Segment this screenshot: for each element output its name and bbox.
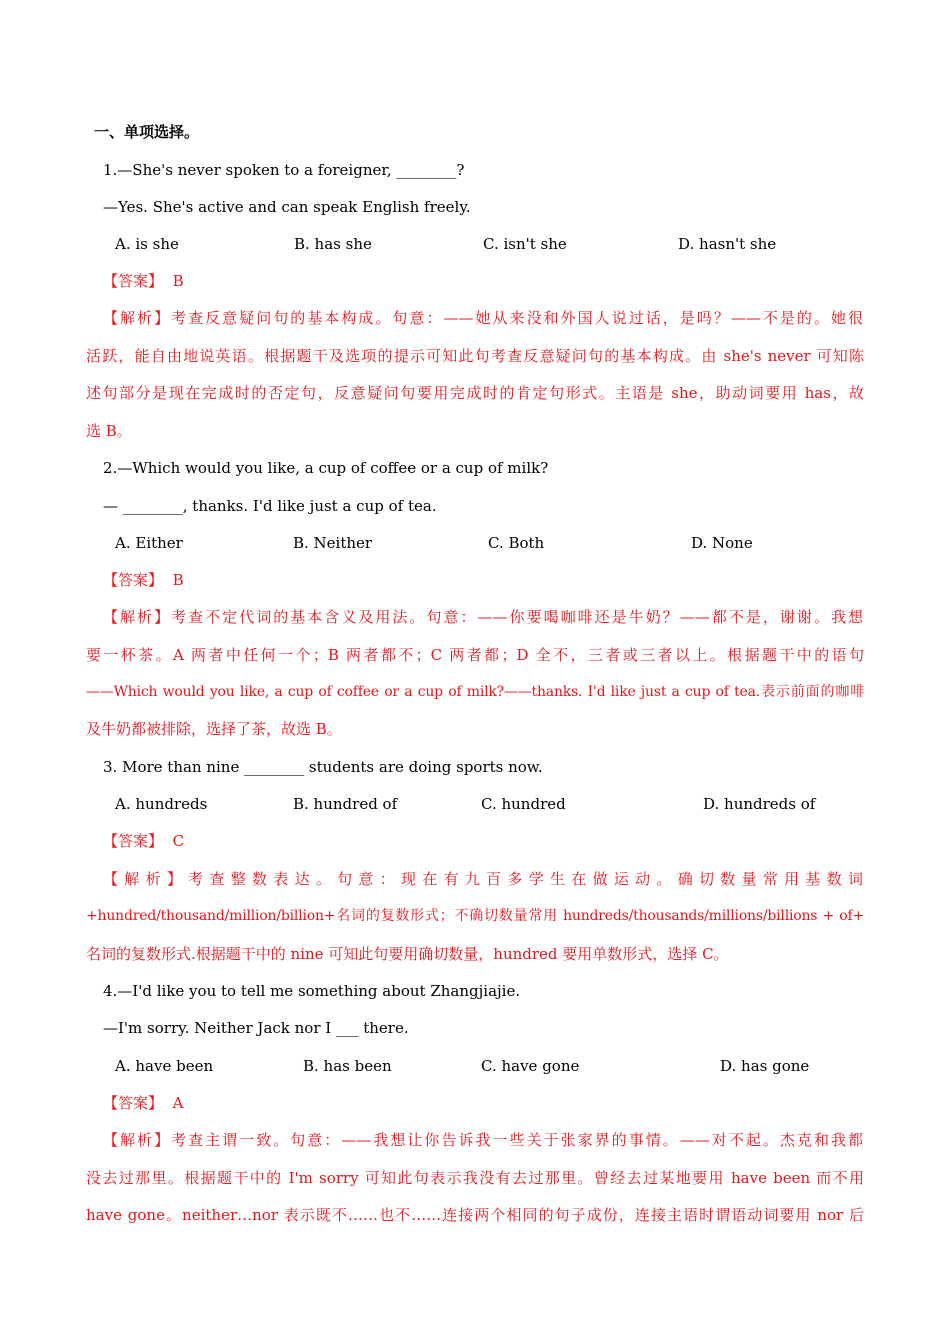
question-2-option-a: A. Either (115, 534, 183, 552)
question-4-option-b: B. has been (303, 1057, 392, 1075)
question-3-analysis-line-1: 【解析】考查整数表达。句意：现在有九百多学生在做运动。确切数量常用基数词 (103, 870, 863, 888)
question-4-option-a: A. have been (115, 1057, 214, 1075)
question-4-analysis-line-1: 【解析】考查主谓一致。句意：——我想让你告诉我一些关于张家界的事情。——对不起。杰克和我都 (103, 1131, 863, 1149)
question-2-analysis-line-3: ——Which would you like, a cup of coffee or a cup of milk?——thanks. I'd like just a cup of tea.表示前面的咖啡 (86, 684, 864, 700)
question-2-analysis-line-2: 要一杯茶。A 两者中任何一个；B 两者都不；C 两者都；D 全不，三者或三者以上。根据题干中的语句 (86, 646, 864, 664)
answer-label: 【答案】 (103, 272, 164, 290)
question-3-answer (103, 831, 184, 851)
question-1-option-c: C. isn't she (483, 235, 567, 253)
answer-label: 【答案】 (103, 832, 164, 850)
question-1-stem-line-1: 1.—She's never spoken to a foreigner, ________? (103, 161, 465, 179)
question-3-option-c: C. hundred (481, 795, 566, 813)
question-4-analysis-line-2: 没去过那里。根据题干中的 I'm sorry 可知此句表示我没有去过那里。曾经去过某地要用 have been 而不用 (86, 1169, 864, 1187)
question-2-stem-line-1: 2.—Which would you like, a cup of coffee or a cup of milk? (103, 459, 549, 477)
question-4-option-d: D. has gone (720, 1057, 810, 1075)
question-3-option-b: B. hundred of (293, 795, 398, 813)
question-2-answer (103, 570, 184, 590)
question-1-option-a: A. is she (115, 235, 179, 253)
question-1-analysis-line-2: 活跃，能自由地说英语。根据题干及选项的提示可知此句考查反意疑问句的基本构成。由 she's never 可知陈 (86, 347, 864, 365)
answer-value: B (172, 571, 184, 589)
question-4-answer (103, 1093, 183, 1113)
question-3-option-a: A. hundreds (115, 795, 208, 813)
question-1-option-d: D. hasn't she (678, 235, 777, 253)
question-4-option-c: C. have gone (481, 1057, 580, 1075)
question-4-stem-line-1: 4.—I'd like you to tell me something about Zhangjiajie. (103, 982, 521, 1000)
section-title: 一、单项选择。 (94, 123, 200, 141)
question-3-stem-line-1: 3. More than nine ________ students are doing sports now. (103, 758, 543, 776)
answer-label: 【答案】 (103, 571, 164, 589)
question-2-stem-line-2: — ________, thanks. I'd like just a cup of tea. (103, 497, 437, 515)
answer-value: A (172, 1094, 184, 1112)
question-1-analysis-line-3: 述句部分是现在完成时的否定句，反意疑问句要用完成时的肯定句形式。主语是 she，助动词要用 has，故 (86, 384, 864, 402)
question-3-analysis-line-2: +hundred/thousand/million/billion+名词的复数形式；不确切数量常用 hundreds/thousands/millions/billions + of+ (86, 908, 864, 924)
question-2-option-d: D. None (691, 534, 753, 552)
question-1-analysis-line-1: 【解析】考查反意疑问句的基本构成。句意：——她从来没和外国人说过话，是吗？——不是的。她很 (103, 309, 863, 327)
answer-value: B (172, 272, 184, 290)
answer-value: C (172, 832, 185, 850)
question-4-analysis-line-3: have gone。neither…nor 表示既不……也不……连接两个相同的句子成份，连接主语时谓语动词要用 nor 后 (86, 1206, 864, 1224)
question-3-analysis-line-3: 名词的复数形式.根据题干中的 nine 可知此句要用确切数量，hundred 要用单数形式，选择 C。 (86, 945, 729, 963)
question-2-analysis-line-1: 【解析】考查不定代词的基本含义及用法。句意：——你要喝咖啡还是牛奶？——都不是，谢谢。我想 (103, 608, 863, 626)
answer-label: 【答案】 (103, 1094, 164, 1112)
question-4-stem-line-2: —I'm sorry. Neither Jack nor I ___ there. (103, 1019, 409, 1037)
question-1-stem-line-2: —Yes. She's active and can speak English freely. (103, 198, 471, 216)
question-2-option-c: C. Both (488, 534, 545, 552)
question-2-option-b: B. Neither (293, 534, 373, 552)
question-2-analysis-line-4: 及牛奶都被排除，选择了茶，故选 B。 (86, 720, 342, 738)
question-3-option-d: D. hundreds of (703, 795, 816, 813)
question-1-answer (103, 271, 184, 291)
question-1-option-b: B. has she (294, 235, 372, 253)
question-1-analysis-line-4: 选 B。 (86, 422, 132, 440)
